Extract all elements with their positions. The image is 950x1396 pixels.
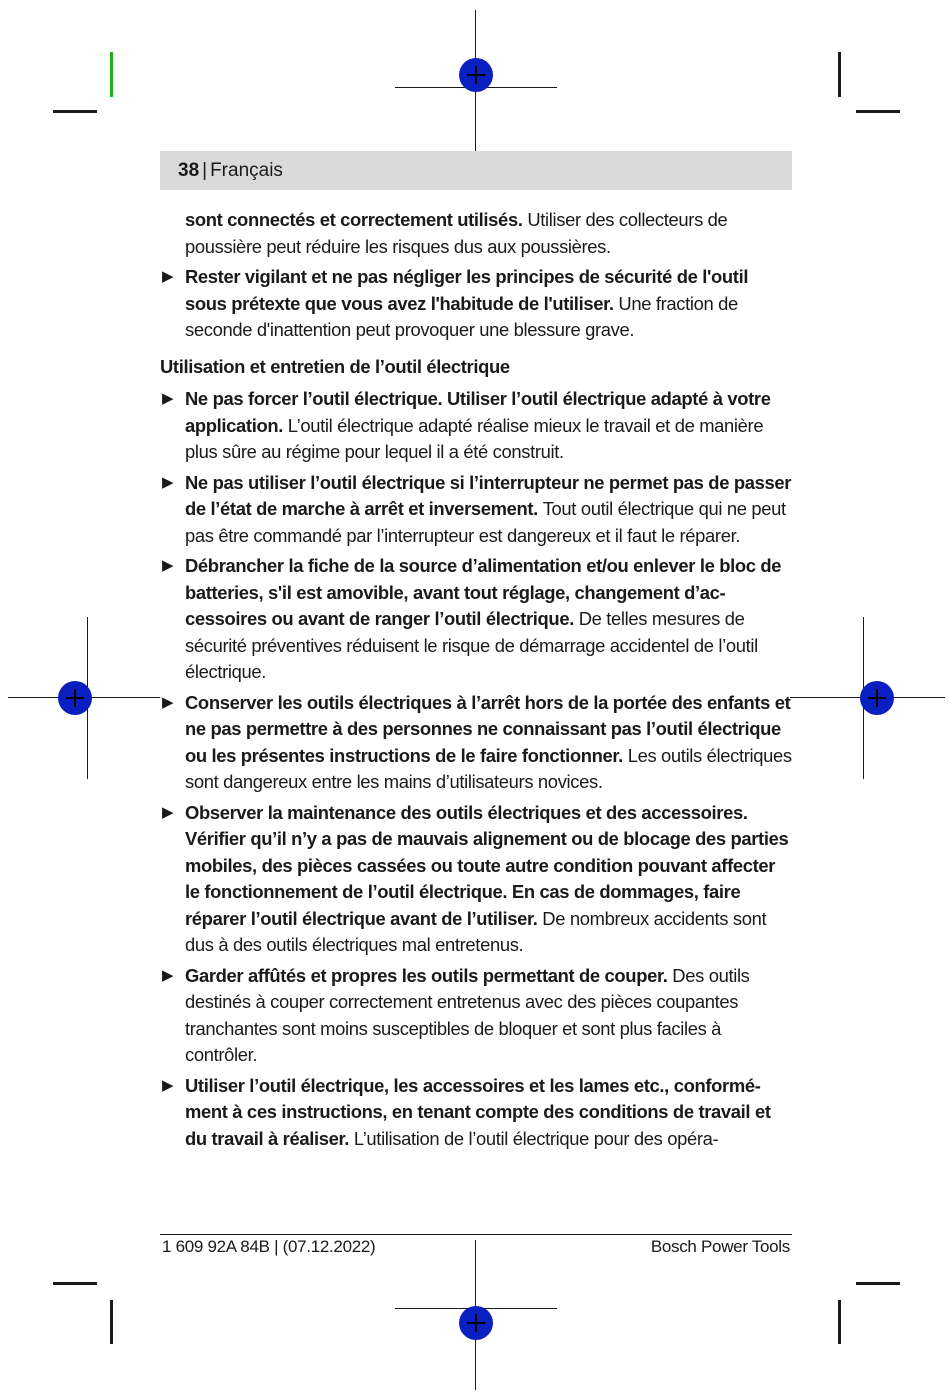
bullet-arrow-icon: ▶ bbox=[162, 473, 174, 491]
bullet-arrow-icon: ▶ bbox=[162, 390, 174, 407]
safety-item bbox=[160, 963, 792, 1069]
intro-paragraph bbox=[160, 207, 792, 260]
item-bold: Ne pas forcer l’outil électrique. Utiliser l’outil électrique adapté à votre application. bbox=[185, 388, 771, 436]
crop-mark-bottom-left-h bbox=[53, 1282, 97, 1285]
bullet-arrow-icon: ▶ bbox=[162, 966, 174, 984]
bullet-arrow-icon: ▶ bbox=[162, 693, 174, 711]
page-footer bbox=[162, 1236, 790, 1258]
registration-mark-right bbox=[860, 681, 894, 715]
safety-item bbox=[160, 470, 792, 550]
item-bold: Observer la maintenance des outils électriques et des accessoires. Vérifier qu’il n’y a pas de mauvais alignement ou de blocage des parties mobiles, des pièces cassées ou toute autre condition pouvant affecter le fonctionnement de l’outil électrique. En cas de dommages, faire réparer l’outil électrique avant de l’utiliser. bbox=[185, 801, 789, 929]
bullet-arrow-icon: ▶ bbox=[162, 557, 174, 574]
item-text: L’outil électrique adapté réalise mieux le travail et de manière plus sûre au régime pour lequel il a été construit. bbox=[185, 414, 764, 462]
safety-item bbox=[160, 553, 792, 686]
item-bold: Garder affûtés et propres les outils permettant de couper. bbox=[185, 964, 668, 986]
section-title: Utilisation et entretien de l’outil électrique bbox=[160, 355, 510, 377]
safety-item bbox=[160, 264, 792, 344]
page-content bbox=[160, 207, 792, 1156]
crop-mark-top-left-h bbox=[53, 110, 97, 113]
item-text: Une fraction de seconde d'inattention peut provoquer une blessure grave. bbox=[185, 292, 738, 340]
safety-item bbox=[160, 1073, 792, 1153]
item-text: Des outils destinés à couper correctement entretenus avec des pièces coupantes tranchantes sont moins susceptibles de bloquer et sont plus faciles à contrôler. bbox=[185, 964, 750, 1065]
item-bold: Débrancher la fiche de la source d’alimentation et/ou enlever le bloc de batteries, s'il est amovible, avant tout réglage, changement d’accessoires ou avant de ranger l’outil électrique. bbox=[185, 555, 782, 629]
item-bold: Rester vigilant et ne pas négliger les principes de sécurité de l'outil sous prétexte que vous avez l'habitude de l'utiliser. bbox=[185, 266, 749, 314]
crop-mark-bottom-right-h bbox=[856, 1282, 900, 1285]
item-text: L’utilisation de l’outil électrique pour des opéra- bbox=[353, 1127, 719, 1149]
header-separator: | bbox=[202, 160, 208, 181]
safety-item bbox=[160, 690, 792, 796]
item-text: De telles mesures de sécurité préventives réduisent le risque de démarrage accidentel de l’outil électrique. bbox=[185, 608, 758, 682]
safety-item bbox=[160, 386, 792, 466]
registration-mark-bottom bbox=[459, 1306, 493, 1340]
item-bold: Utiliser l’outil électrique, les accessoires et les lames etc., conformément à ces instructions, en tenant compte des conditions de travail et du travail à réaliser. bbox=[185, 1074, 771, 1149]
safety-item bbox=[160, 800, 792, 959]
bullet-arrow-icon: ▶ bbox=[162, 803, 174, 821]
footer-doc-number: 1 609 92A 84B | (07.12.2022) bbox=[162, 1237, 376, 1256]
footer-brand: Bosch Power Tools bbox=[650, 1237, 790, 1256]
crop-mark-bottom-right-v bbox=[838, 1300, 841, 1344]
bullet-arrow-icon: ▶ bbox=[162, 268, 174, 285]
crop-mark-top-right-h bbox=[856, 110, 900, 113]
crop-mark-bottom-left-v bbox=[110, 1300, 113, 1344]
registration-mark-top bbox=[459, 58, 493, 92]
item-text: Tout outil électrique qui ne peut pas être commandé par l’interrupteur est dangereux et il faut le réparer. bbox=[185, 498, 786, 546]
item-bold: Conserver les outils électriques à l’arrêt hors de la portée des enfants et ne pas permettre à des personnes ne connaissant pas l’outil électrique ou les présentes instructions de le faire fonctionner. bbox=[185, 691, 791, 766]
bullet-arrow-icon: ▶ bbox=[162, 1076, 174, 1094]
item-text: De nombreux accidents sont dus à des outils électriques mal entretenus. bbox=[185, 907, 767, 955]
header-language: Français bbox=[210, 160, 283, 181]
footer-rule bbox=[160, 1234, 792, 1235]
crop-mark-green-top-left bbox=[110, 52, 113, 97]
intro-bold: sont connectés et correctement utilisés. bbox=[185, 209, 523, 230]
item-bold: Ne pas utiliser l’outil électrique si l’interrupteur ne permet pas de passer de l’état de marche à arrêt et inversement. bbox=[185, 471, 792, 519]
intro-text: Utiliser des collecteurs de poussière peut réduire les risques dus aux poussières. bbox=[185, 209, 728, 257]
page-number: 38 bbox=[178, 160, 200, 181]
crop-mark-top-right-v bbox=[838, 52, 841, 97]
item-text: Les outils électriques sont dangereux entre les mains d’utilisateurs novices. bbox=[185, 744, 792, 792]
page-header bbox=[160, 151, 792, 190]
registration-mark-left bbox=[58, 681, 92, 715]
